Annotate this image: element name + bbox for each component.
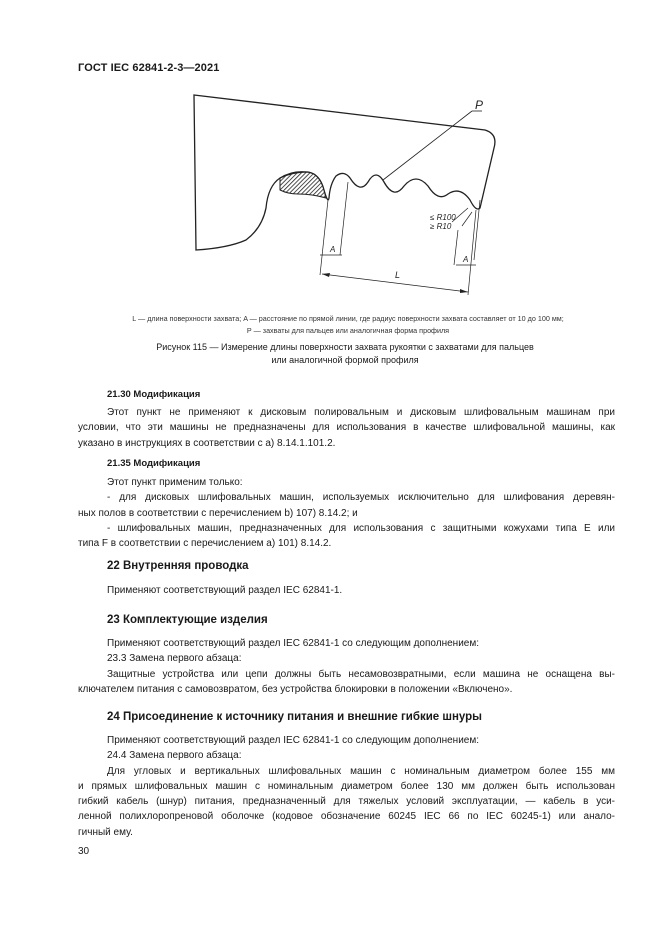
label-r100: ≤ R100: [430, 213, 456, 222]
caption-line: Рисунок 115 — Измерение длины поверхности захвата рукоятки с захватами для пальцев: [156, 342, 534, 352]
caption-line: или аналогичной формой профиля: [271, 355, 419, 365]
text-line: Защитные устройства или цепи должны быть несамовозвратными, если машина не оснащена вы-: [107, 668, 615, 680]
text-line: 23.3 Замена первого абзаца:: [107, 653, 242, 665]
hatched-grip-section: [280, 172, 326, 198]
text-line: Этот пункт применим только:: [107, 477, 243, 488]
label-l: L: [395, 270, 401, 280]
text-line: указано в инструкциях в соответствии с а) 8.14.1.101.2.: [78, 437, 336, 449]
text-line: - для дисковых шлифовальных машин, используемых исключительно для шлифования деревян-: [107, 492, 615, 504]
heading-21-35: 21.35 Модификация: [107, 458, 201, 469]
page-number: 30: [78, 846, 90, 857]
ext-line-1: [320, 200, 328, 275]
paragraph-21-35: [78, 475, 615, 551]
text-line: Для угловых и вертикальных шлифовальных машин с номинальным диаметром более 155 мм: [107, 765, 615, 777]
heading-section-23: 23 Комплектующие изделия: [107, 614, 268, 626]
text-line: ленной полихлоропреновой оболочке (кодовое обозначение 60245 IEC 66 по IEC 60245-1) или анало-: [78, 811, 615, 823]
radius-leader-2: [462, 212, 472, 226]
label-a-right: A: [463, 255, 469, 264]
heading-21-30: 21.30 Модификация: [107, 389, 201, 400]
figure-caption: [110, 341, 580, 367]
text-line: условии, что эти машины не предназначены для использования в качестве шлифовальной машины, как: [78, 422, 615, 434]
label-r10: ≥ R10: [430, 222, 452, 231]
paragraph-22: [78, 583, 615, 598]
text-line: ных полов в соответствии с перечислением b) 107) 8.14.2; и: [78, 507, 358, 519]
ext-line-2: [340, 182, 348, 255]
text-line: типа F в соответствии с перечислением а) 101) 8.14.2.: [78, 538, 332, 550]
text-line: Применяют соответствующий раздел IEC 62841-1.: [107, 585, 343, 596]
text-line: ключателем питания с самовозвратом, без устройства блокировки в положении «Включено».: [78, 683, 513, 695]
legend-line: L — длина поверхности захвата; A — расстояние по прямой линии, где радиус поверхности захвата составляет от 10 до 100 мм;: [132, 314, 564, 323]
document-id: ГОСТ IEC 62841-2-3—2021: [78, 62, 220, 74]
text-line: гичный ему.: [78, 826, 133, 838]
ext-line-5: [454, 230, 458, 265]
text-line: 24.4 Замена первого абзаца:: [107, 750, 242, 762]
paragraph-24: [78, 733, 615, 840]
text-line: - шлифовальных машин, предназначенных для использования с защитными кожухами типа E или: [107, 522, 615, 534]
text-line: Этот пункт не применяют к дисковым полировальным и дисковым шлифовальным машинам при: [107, 407, 615, 418]
text-line: Применяют соответствующий раздел IEC 62841-1 со следующим дополнением:: [107, 638, 479, 649]
heading-section-22: 22 Внутренняя проводка: [107, 560, 249, 572]
paragraph-23: [78, 636, 615, 697]
label-a-left: A: [330, 245, 336, 254]
leader-p: [383, 111, 472, 180]
paragraph-21-30: [78, 405, 615, 451]
figure-legend: [78, 313, 618, 337]
grip-profile-diagram: [180, 90, 510, 302]
figure-115-drawing: [180, 90, 510, 302]
dim-l-arrow-left: [322, 273, 330, 277]
legend-line: P — захваты для пальцев или аналогичная форма профиля: [246, 326, 450, 335]
text-line: гибкий кабель (шнур) питания, предназначенный для тяжелых условий эксплуатации, — кабель в уси-: [78, 796, 615, 808]
text-line: и прямых шлифовальных машин с номинальным диаметром более 130 мм должен быть использован: [78, 780, 615, 792]
label-p: P: [475, 98, 484, 112]
dim-l-arrow-right: [460, 289, 468, 293]
text-line: Применяют соответствующий раздел IEC 62841-1 со следующим дополнением:: [107, 735, 479, 746]
heading-section-24: 24 Присоединение к источнику питания и внешние гибкие шнуры: [107, 711, 482, 723]
